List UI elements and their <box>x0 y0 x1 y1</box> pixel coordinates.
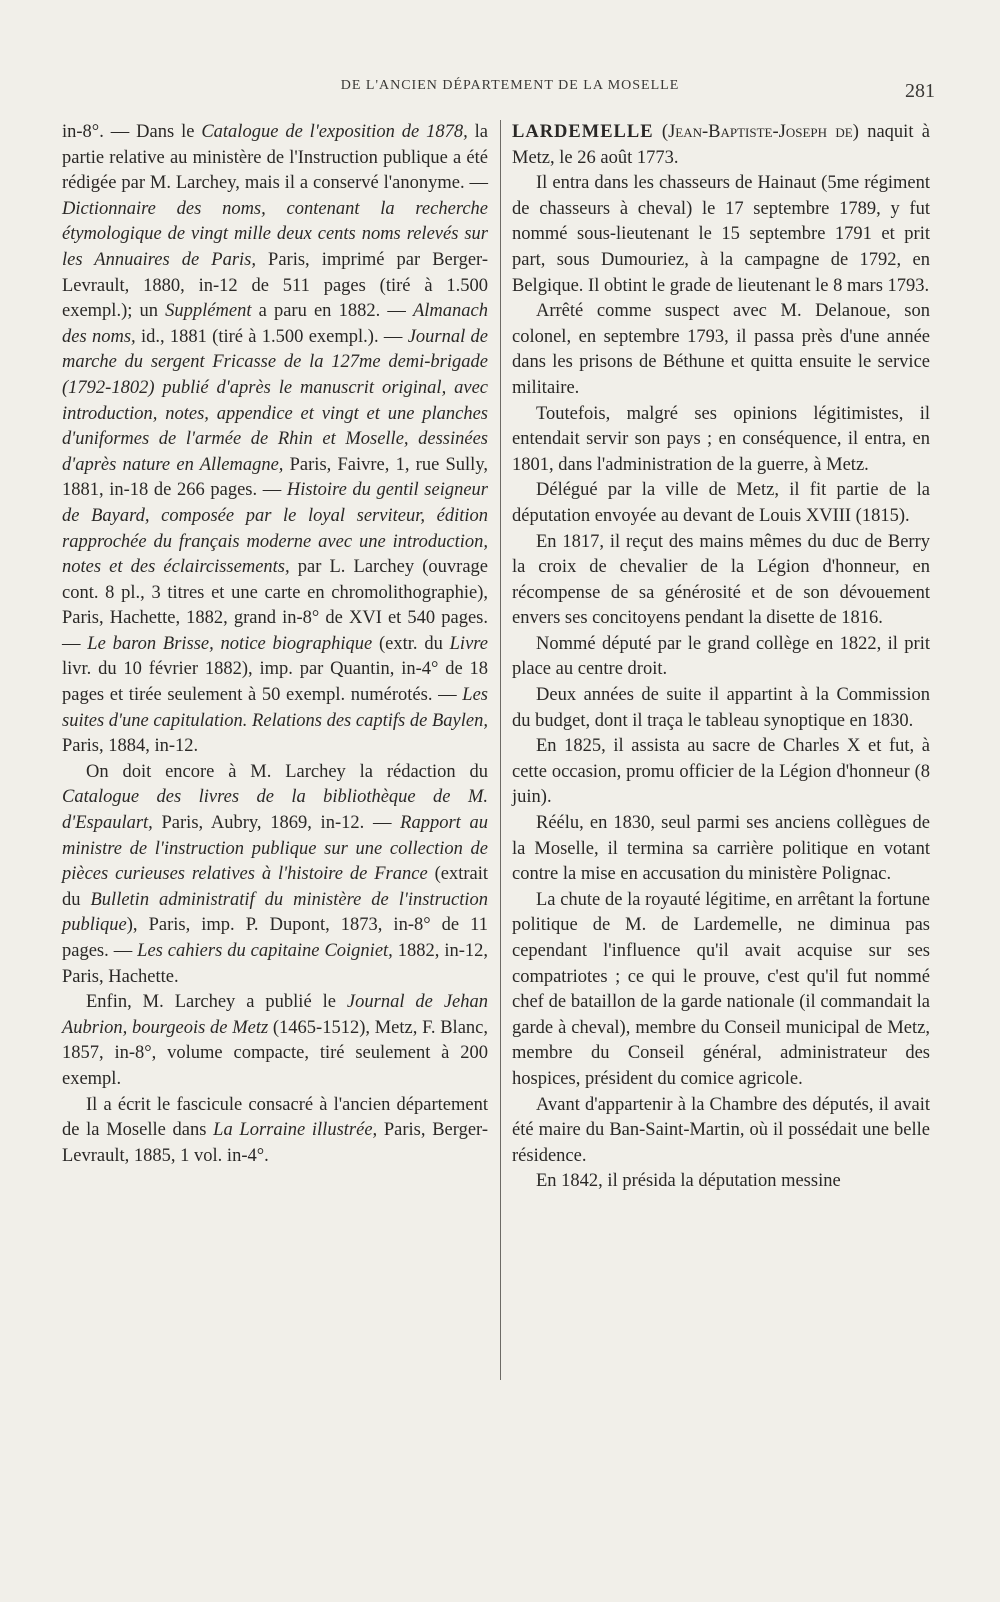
left-column <box>62 120 488 1169</box>
title-run: Catalogue de l'exposition de 1878, <box>201 122 468 142</box>
text-run: Paris, imprimé par Berger-Levrault, 1880, in-12 de 511 pages (tiré à 1.500 exempl.); un <box>62 249 488 322</box>
right-paragraph: Deux années de suite il appartint à la Commission du budget, dont il traça le tableau synoptique en 1830. <box>512 685 930 731</box>
title-run: La Lorraine illustrée, <box>213 1120 378 1141</box>
title-run: Dictionnaire des noms, contenant la recherche étymologique de vingt mille deux cents noms relevés sur les Annuaires de Paris, <box>62 198 488 270</box>
text-run: Paris, 1884, in-12. <box>62 736 199 757</box>
right-paragraph: Délégué par la ville de Metz, il fit partie de la députation envoyée au devant de Louis XVIII (1815). <box>512 480 930 526</box>
text-run: in-8°. — Dans le <box>62 122 202 142</box>
right-paragraph: En 1825, il assista au sacre de Charles X et fut, à cette occasion, promu officier de la Légion d'honneur (8 juin). <box>512 736 930 808</box>
title-run: Rapport au ministre de l'instruction publique sur une collection de pièces curieuses relatives à l'histoire de France <box>62 813 489 885</box>
title-run: Les cahiers du capitaine Coigniet, <box>137 941 393 961</box>
right-paragraph: Il entra dans les chasseurs de Hainaut (5me régiment de chasseurs à cheval) le 17 septembre 1789, y fut nommé sous-lieutenant le 15 septembre 1791 et prit part, sous Dumouriez, à la campagne de 1792, en Belgique. Il obtint le grade de lieutenant le 8 mars 1793. <box>512 173 930 296</box>
text-run: 1882, in-12, Paris, Hachette. <box>62 941 488 987</box>
title-run: Bulletin administratif du ministère de l'instruction publique <box>62 889 489 936</box>
column-divider <box>500 120 501 1380</box>
running-title: DE L'ANCIEN DÉPARTEMENT DE LA MOSELLE <box>340 78 680 93</box>
text-run: Paris, Berger-Levrault, 1885, 1 vol. in-4°. <box>62 1120 488 1166</box>
title-run: Supplément <box>165 301 252 322</box>
left-paragraph-2 <box>62 760 488 990</box>
entry-birth: naquit à Metz, le 26 août 1773. <box>512 122 931 168</box>
page-number: 281 <box>905 80 935 102</box>
right-column <box>512 120 930 1195</box>
text-run: Paris, Aubry, 1869, in-12. — <box>152 813 401 834</box>
left-paragraph-4 <box>62 1093 488 1170</box>
right-paragraph: En 1817, il reçut des mains mêmes du duc de Berry la croix de chevalier de la Légion d'honneur, en récompense de sa générosité et de son dévouement envers ses concitoyens pendant la disette de 1816. <box>512 531 930 629</box>
title-run: Les suites d'une capitulation. Relations des captifs de Baylen, <box>62 685 488 731</box>
text-run: (extrait du <box>62 864 488 910</box>
right-paragraph: La chute de la royauté légitime, en arrêtant la fortune politique de M. de Lardemelle, ne diminua pas cependant l'influence qu'il avait acquise sur ses compatriotes ; ce qui le prouve, c'est qu'il fut nommé chef de bataillon de la garde nationale (il commandait la garde à cheval), membre du Conseil municipal de Metz, membre du Conseil général, administrateur des hospices, président du comice agricole. <box>512 889 930 1089</box>
right-paragraph: Réélu, en 1830, seul parmi ses anciens collègues de la Moselle, il termina sa carrière politique en votant contre la mise en accusation du ministère Polignac. <box>512 813 930 885</box>
entry-heading-paragraph <box>512 120 930 171</box>
text-run: par L. Larchey (ouvrage cont. 8 pl., 3 titres et une carte en chromolithographie), Paris, Hachette, 1882, grand in-8° de XVI et 540 pages. — <box>62 557 488 654</box>
right-paragraph: Arrêté comme suspect avec M. Delanoue, son colonel, en septembre 1793, il passa près d'une année dans les prisons de Béthune et quitta ensuite le service militaire. <box>512 301 930 398</box>
text-run: la partie relative au ministère de l'Instruction publique a été rédigée par M. Larchey, mais il a conservé l'anonyme. — <box>62 122 488 194</box>
right-paragraph: Toutefois, malgré ses opinions légitimistes, il entendait servir son pays ; en conséquence, il entra, en 1801, dans l'administration de la guerre, à Metz. <box>512 403 930 475</box>
text-run: (1465-1512), Metz, F. Blanc, 1857, in-8°, volume compacte, tiré seulement à 200 exempl. <box>62 1017 488 1089</box>
right-paragraph: Avant d'appartenir à la Chambre des députés, il avait été maire du Ban-Saint-Martin, où il possédait une belle résidence. <box>512 1094 930 1166</box>
title-run: Catalogue des livres de la bibliothèque de M. d'Espaulart, <box>62 787 488 834</box>
text-run: Enfin, M. Larchey a publié le <box>86 992 347 1013</box>
title-run: Almanach des noms, <box>62 301 488 347</box>
entry-given-names: (Jean-Baptiste-Joseph de) <box>653 122 859 142</box>
text-run: ), Paris, imp. P. Dupont, 1873, in-8° de 11 pages. — <box>62 915 488 961</box>
left-paragraph-1 <box>62 120 488 760</box>
text-run: livr. du 10 février 1882), imp. par Quantin, in-4° de 18 pages et tirée seulement à 50 exempl. numérotés. — <box>62 659 488 706</box>
title-run: Le baron Brisse, notice biographique <box>87 633 373 654</box>
text-run: Paris, Faivre, 1, rue Sully, 1881, in-18 de 266 pages. — <box>62 454 488 501</box>
text-run: Il a écrit le fascicule consacré à l'ancien département de la Moselle dans <box>62 1094 488 1141</box>
title-run: Livre <box>449 633 489 654</box>
entry-name: LARDEMELLE <box>512 122 654 142</box>
title-run: Journal de Jehan Aubrion, bourgeois de Metz <box>62 992 488 1038</box>
title-run: Histoire du gentil seigneur de Bayard, composée par le loyal serviteur, édition rapprochée du français moderne avec une introduction, notes et des éclaircissements, <box>62 480 488 578</box>
left-paragraph-3 <box>62 990 488 1092</box>
text-run: (extr. du <box>372 633 450 654</box>
right-paragraph: En 1842, il présida la députation messine <box>536 1171 841 1192</box>
text-run: id., 1881 (tiré à 1.500 exempl.). — <box>135 326 408 347</box>
text-run: a paru en 1882. — <box>251 301 413 322</box>
text-run: On doit encore à M. Larchey la rédaction du <box>86 761 488 782</box>
title-run: Journal de marche du sergent Fricasse de la 127me demi-brigade (1792-1802) publié d'après le manuscrit original, avec introduction, notes, appendice et vingt et une planches d'uniformes de l'armée de Rhin et Moselle, dessinées d'après nature en Allemagne, <box>62 326 488 475</box>
right-paragraph: Nommé député par le grand collège en 1822, il prit place au centre droit. <box>512 633 930 680</box>
